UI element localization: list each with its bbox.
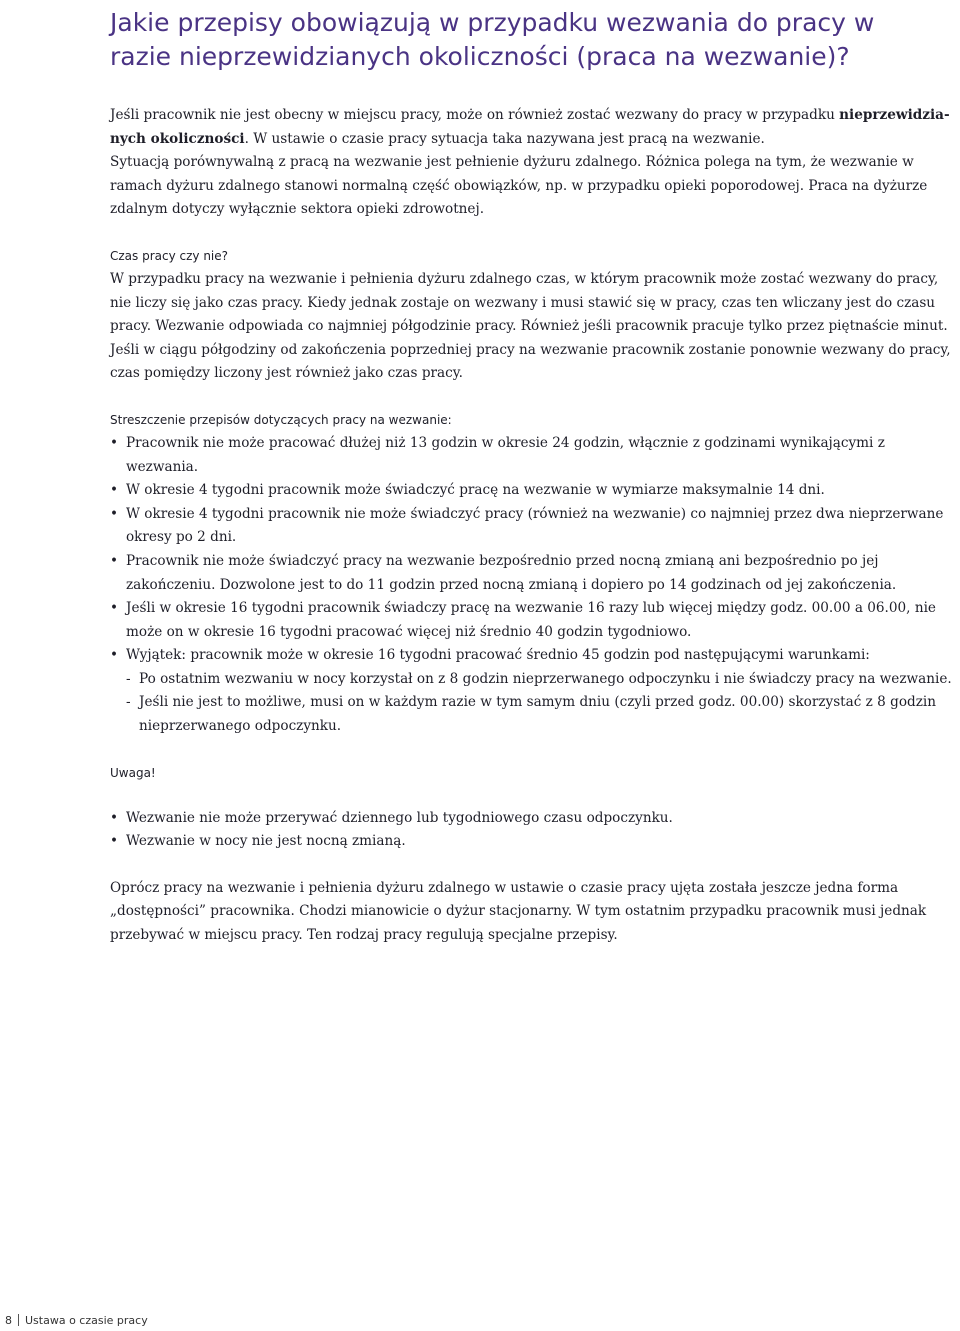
intro-text-start: Jeśli pracownik nie jest obecny w miejscu pracy, może on również zostać wezwany do pracy w przypadku: [110, 107, 840, 123]
list-item: • Wezwanie w nocy nie jest nocną zmianą.: [110, 830, 954, 854]
publication-title: Ustawa o czasie pracy: [25, 1314, 148, 1327]
spacer: [110, 386, 954, 409]
list-item: • W okresie 4 tygodni pracownik może świadczyć pracę na wezwanie w wymiarze maksymalnie 14 dni.: [110, 479, 954, 503]
list-item: • Pracownik nie może pracować dłużej niż 13 godzin w okresie 24 godzin, włącznie z godzinami wynikającymi z wezwania.: [110, 432, 954, 479]
list-item: • W okresie 4 tygodni pracownik nie może świadczyć pracy (również na wezwanie) co najmniej przez dwa nieprzerwane okresy po 2 dni.: [110, 503, 954, 550]
comparison-paragraph: Sytuacją porównywalną z pracą na wezwanie jest pełnienie dyżuru zdalnego. Różnica polega na tym, że wezwanie w ramach dyżuru zdalnego stanowi normalną część obowiązków, np. w przypadku opieki poporodowej. Praca na dyżurze zdalnym dotyczy wyłącznie sektora opieki zdrowotnej.: [110, 154, 928, 218]
document-body: [110, 104, 954, 948]
intro-paragraph: [110, 104, 954, 151]
intro-text-end: . W ustawie o czasie pracy sytuacja taka nazywana jest pracą na wezwanie.: [244, 130, 765, 147]
page-footer: [5, 1313, 148, 1329]
page-number: 8: [5, 1314, 12, 1327]
section-heading-streszczenie: Streszczenie przepisów dotyczących pracy na wezwanie:: [110, 412, 452, 427]
spacer: [110, 222, 954, 245]
sub-list-item: - Po ostatnim wezwaniu w nocy korzystał on z 8 godzin nieprzerwanego odpoczynku i nie świadczy pracy na wezwanie.: [126, 668, 954, 692]
section-heading-uwaga: Uwaga!: [110, 765, 156, 780]
exception-text: Wyjątek: pracownik może w okresie 16 tygodni pracować średnio 45 godzin pod następującymi warunkami:: [126, 647, 870, 664]
closing-paragraph: Oprócz pracy na wezwanie i pełnienia dyżuru zdalnego w ustawie o czasie pracy ujęta została jeszcze jedna forma „dostępności” pracownika. Chodzi mianowicie o dyżur stacjonarny. W tym ostatnim przypadku pracownik musi jednak przebywać w miejscu pracy. Ten rodzaj pracy regulują specjalne przepisy.: [110, 879, 927, 944]
spacer: [110, 785, 954, 807]
section-heading-czas-pracy: Czas pracy czy nie?: [110, 248, 229, 263]
sub-list-item: - Jeśli nie jest to możliwe, musi on w każdym razie w tym samym dniu (czyli przed godz. 00.00) skorzystać z 8 godzin nieprzerwanego odpoczynku.: [126, 691, 954, 738]
exception-conditions-list: [126, 668, 954, 739]
intro-bold-term: nieprzewidzianych okoliczności: [110, 107, 950, 147]
czas-pracy-paragraph: W przypadku pracy na wezwanie i pełnienia dyżuru zdalnego czas, w którym pracownik może zostać wezwany do pracy, nie liczy się jako czas pracy. Kiedy jednak zostaje on wezwany i musi stawić się w pracy, czas ten wliczany jest do czasu pracy. Wezwanie odpowiada co najmniej półgodzinie pracy. Również jeśli pracownik pracuje tylko przez piętnaście minut. Jeśli w ciągu półgodziny od zakończenia poprzedniej pracy na wezwanie pracownik zostanie ponownie wezwany do pracy, czas pomiędzy liczony jest również jako czas pracy.: [110, 270, 951, 382]
spacer: [110, 854, 954, 877]
page-title: Jakie przepisy obowiązują w przypadku wezwania do pracy w razie nieprzewidzianych okoliczności (praca na wezwanie)?: [110, 8, 875, 71]
footer-divider: [18, 1314, 19, 1326]
spacer: [110, 739, 954, 762]
list-item-exception: [110, 644, 954, 738]
warning-list: [110, 807, 954, 854]
list-item: • Wezwanie nie może przerywać dziennego lub tygodniowego czasu odpoczynku.: [110, 807, 954, 831]
list-item: • Jeśli w okresie 16 tygodni pracownik świadczy pracę na wezwanie 16 razy lub więcej między godz. 00.00 a 06.00, nie może on w okresie 16 tygodni pracować więcej niż średnio 40 godzin tygodniowo.: [110, 597, 954, 644]
summary-list: [110, 432, 954, 739]
list-item: • Pracownik nie może świadczyć pracy na wezwanie bezpośrednio przed nocną zmianą ani bezpośrednio po jej zakończeniu. Dozwolone jest to do 11 godzin przed nocną zmianą i dopiero po 14 godzinach od jej zakończenia.: [110, 550, 954, 597]
